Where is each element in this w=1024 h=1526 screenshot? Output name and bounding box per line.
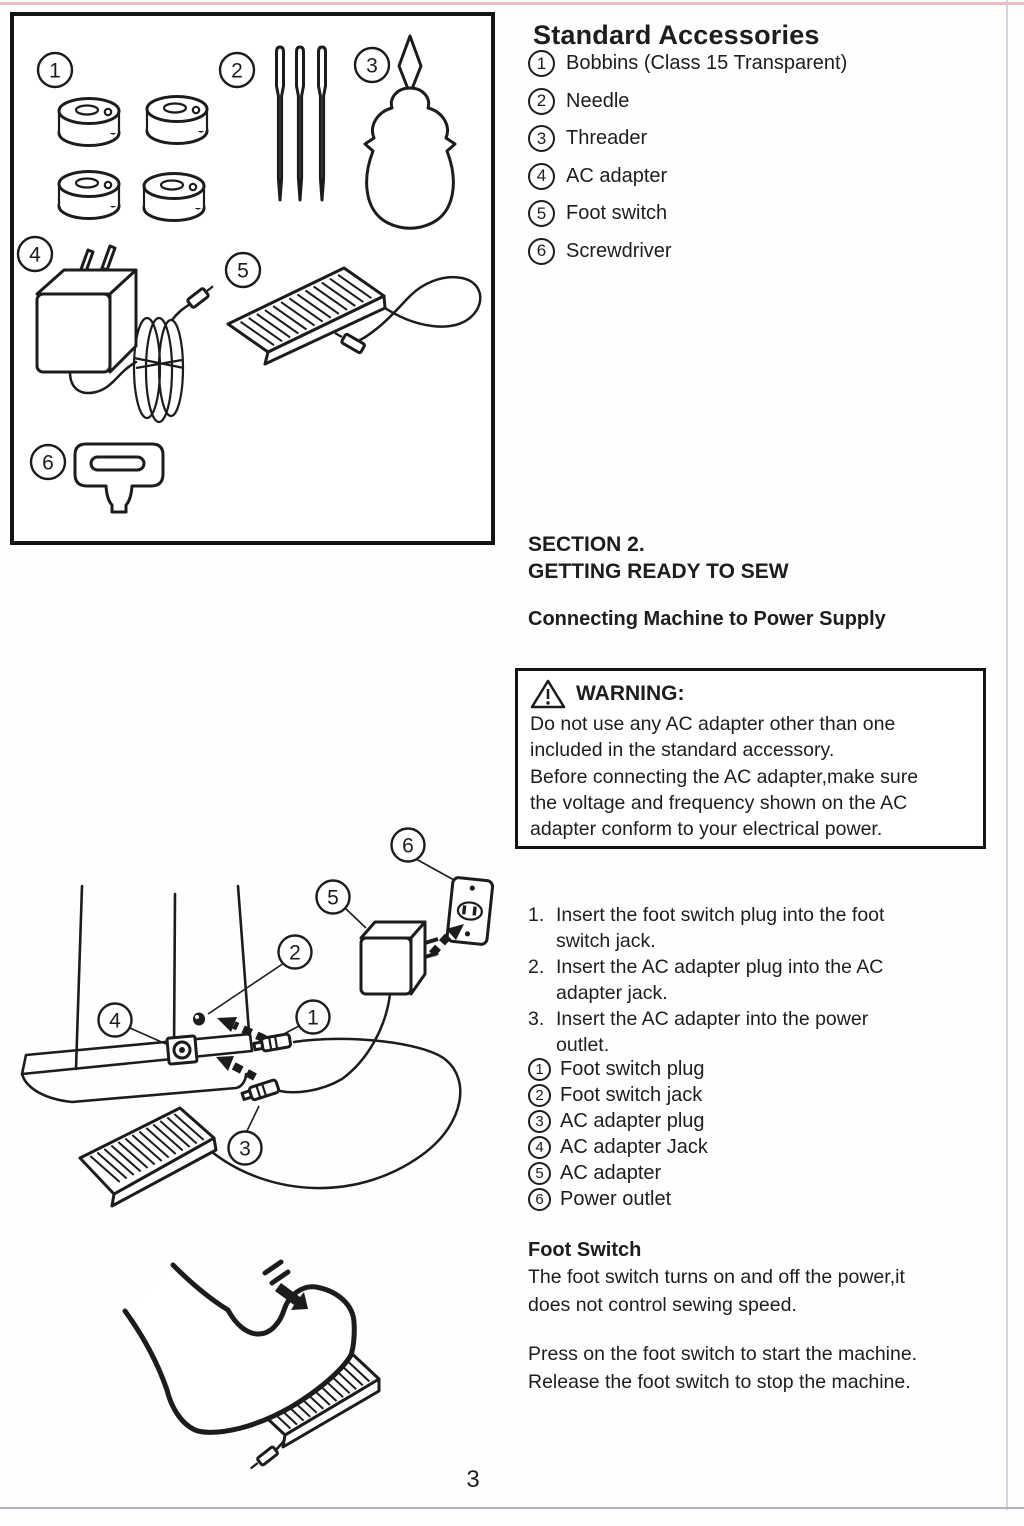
foot-press-illustration xyxy=(105,1243,525,1493)
list-item xyxy=(528,195,847,233)
circled-number: 5 xyxy=(528,200,555,227)
page-title: Standard Accessories xyxy=(533,20,820,51)
figure-callouts xyxy=(99,829,455,1165)
list-item xyxy=(528,45,847,83)
section-heading-line1: SECTION 2. xyxy=(528,533,645,556)
connection-illustration xyxy=(18,822,518,1232)
legend-item xyxy=(528,1082,708,1108)
callout-6: 6 xyxy=(42,451,54,475)
warning-text-line: adapter conform to your electrical power. xyxy=(530,818,883,841)
circled-number: 1 xyxy=(528,1058,551,1081)
warning-icon xyxy=(530,678,566,710)
ac-adapter-plug-drawing xyxy=(241,1079,279,1102)
callout-5: 5 xyxy=(237,259,249,283)
legend-label: Foot switch plug xyxy=(560,1057,705,1080)
legend-label: Power outlet xyxy=(560,1187,672,1210)
adapter-cord xyxy=(280,994,390,1092)
circled-number: 4 xyxy=(528,1136,551,1159)
circled-number: 5 xyxy=(528,1162,551,1185)
circled-number: 2 xyxy=(528,88,555,115)
callout-2: 2 xyxy=(231,59,243,83)
scan-top-edge-line xyxy=(0,2,1024,5)
circled-number: 3 xyxy=(528,125,555,152)
legend-item xyxy=(528,1160,708,1186)
callout-1: 1 xyxy=(49,59,61,83)
legend-label: AC adapter Jack xyxy=(560,1135,708,1158)
accessory-label: Screwdriver xyxy=(566,239,672,262)
section-heading-line2: GETTING READY TO SEW xyxy=(528,560,789,583)
legend-label: Foot switch jack xyxy=(560,1083,703,1106)
legend-item xyxy=(528,1056,708,1082)
bobbins-drawing xyxy=(59,97,207,221)
scan-bottom-edge-line xyxy=(0,1507,1024,1509)
legend-label: AC adapter plug xyxy=(560,1109,705,1132)
callout-6: 6 xyxy=(402,834,414,858)
insert-arrow-ac-adapter xyxy=(216,1056,255,1077)
step-text: Insert the AC adapter plug into the AC adapter jack. xyxy=(556,956,884,1004)
accessory-label: Foot switch xyxy=(566,202,668,225)
foot-switch-drawing xyxy=(228,268,480,364)
accessories-list xyxy=(528,45,847,270)
accessory-label: Needle xyxy=(566,89,630,112)
screwdriver-drawing xyxy=(75,444,163,512)
section-heading xyxy=(528,531,789,585)
circled-number: 6 xyxy=(528,238,555,265)
accessories-illustration xyxy=(14,16,491,541)
warning-text-line: included in the standard accessory. xyxy=(530,739,835,762)
foot-switch-text-line: Press on the foot switch to start the machine. xyxy=(528,1343,918,1365)
warning-text-line: the voltage and frequency shown on the AC xyxy=(530,791,908,814)
callout-2: 2 xyxy=(289,941,301,965)
foot-switch-section xyxy=(528,1237,917,1396)
legend-item xyxy=(528,1108,708,1134)
legend-item xyxy=(528,1134,708,1160)
warning-title-row xyxy=(530,677,973,711)
accessory-label: Threader xyxy=(566,127,648,150)
circled-number: 3 xyxy=(528,1110,551,1133)
instruction-step xyxy=(528,1006,884,1058)
circled-number: 4 xyxy=(528,163,555,190)
legend-label: AC adapter xyxy=(560,1161,662,1184)
warning-text-line: Do not use any AC adapter other than one xyxy=(530,713,896,735)
accessory-label: Bobbins (Class 15 Transparent) xyxy=(566,52,848,75)
step-number: 1. xyxy=(528,904,545,926)
warning-text-line: Before connecting the AC adapter,make sure xyxy=(530,765,919,788)
connection-legend xyxy=(528,1056,708,1212)
instruction-step xyxy=(528,954,884,1006)
section-subheading: Connecting Machine to Power Supply xyxy=(528,608,886,630)
list-item xyxy=(528,158,847,196)
step-text: Insert the foot switch plug into the foot switch jack. xyxy=(556,904,885,952)
callout-3: 3 xyxy=(366,54,378,78)
callout-1: 1 xyxy=(307,1006,319,1030)
ac-adapter-jack-drawing xyxy=(167,1036,197,1064)
accessory-label: AC adapter xyxy=(566,164,668,187)
circled-number: 2 xyxy=(528,1084,551,1107)
legend-item xyxy=(528,1186,708,1212)
foot-switch-text-line: does not control sewing speed. xyxy=(528,1293,797,1316)
callout-3: 3 xyxy=(239,1137,251,1161)
callout-4: 4 xyxy=(29,243,41,267)
circled-number: 6 xyxy=(528,1188,551,1211)
page-number: 3 xyxy=(466,1466,480,1493)
circled-number: 1 xyxy=(528,50,555,77)
step-text: Insert the AC adapter into the power outlet. xyxy=(556,1008,869,1056)
list-item xyxy=(528,120,847,158)
list-item xyxy=(528,83,847,121)
warning-title: WARNING: xyxy=(576,682,685,705)
foot-switch-jack-drawing xyxy=(193,1013,205,1026)
machine-body-drawing xyxy=(22,886,252,1102)
warning-box xyxy=(515,668,986,849)
ac-adapter-drawing xyxy=(37,246,216,422)
callout-5: 5 xyxy=(327,886,339,910)
list-item xyxy=(528,233,847,271)
foot-switch-text-line: Release the foot switch to stop the machine. xyxy=(528,1370,911,1393)
foot-switch-title: Foot Switch xyxy=(528,1239,642,1261)
foot-switch-text-line: The foot switch turns on and off the power,it xyxy=(528,1266,905,1288)
step-number: 3. xyxy=(528,1008,545,1030)
callout-4: 4 xyxy=(109,1009,121,1033)
scan-right-edge-line xyxy=(1006,0,1008,1510)
foot-pedal-drawing xyxy=(80,1039,460,1206)
ac-adapter-unit-drawing xyxy=(361,922,438,994)
instruction-steps xyxy=(528,902,884,1058)
needles-drawing xyxy=(277,47,326,200)
instruction-step xyxy=(528,902,884,954)
accessories-figure-box xyxy=(10,12,495,545)
step-number: 2. xyxy=(528,956,545,978)
